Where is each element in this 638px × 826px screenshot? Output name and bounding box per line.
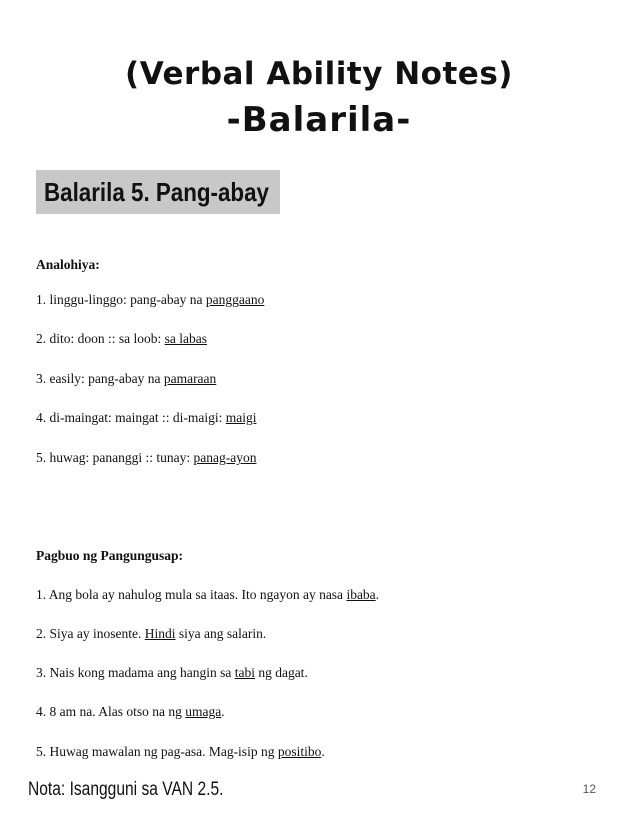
item-text: 3. easily: pang-abay na — [36, 371, 164, 386]
item-text-after: . — [221, 704, 225, 719]
item-answer: tabi — [234, 665, 255, 680]
section-heading-box — [36, 170, 280, 214]
item-answer: Hindi — [144, 626, 176, 641]
pagbuo-item — [36, 626, 266, 642]
item-answer: panggaano — [205, 292, 265, 307]
pagbuo-label: Pagbuo ng Pangungusap: — [36, 548, 184, 563]
item-answer: panag-ayon — [193, 450, 257, 465]
item-text: 2. Siya ay inosente. — [36, 626, 145, 641]
item-text: 4. di-maingat: maingat :: di-maigi: — [36, 410, 226, 425]
section-heading: Balarila 5. Pang-abay — [44, 176, 269, 207]
item-answer: pamaraan — [163, 371, 217, 386]
analohiya-item — [36, 410, 256, 426]
pagbuo-item — [36, 744, 325, 760]
page-subtitle: -Balarila- — [226, 100, 412, 140]
item-text-after: . — [375, 587, 380, 602]
item-answer: sa labas — [164, 331, 207, 346]
item-answer: umaga — [185, 704, 222, 719]
item-answer: positibo — [277, 744, 322, 759]
item-text: 2. dito: doon :: sa loob: — [36, 331, 165, 346]
item-text: 1. linggu-linggo: pang-abay na — [36, 292, 206, 307]
item-answer: maigi — [225, 410, 257, 425]
item-answer: ibaba — [346, 587, 376, 602]
page-title: (Verbal Ability Notes) — [125, 56, 513, 92]
pagbuo-item — [36, 704, 225, 720]
item-text: 5. Huwag mawalan ng pag-asa. Mag-isip ng — [36, 744, 278, 759]
analohiya-item — [36, 331, 207, 347]
item-text: 4. 8 am na. Alas otso na ng — [36, 704, 186, 719]
item-text-after: . — [321, 744, 325, 759]
pagbuo-item — [36, 587, 379, 603]
analohiya-item — [36, 292, 264, 308]
item-text: 3. Nais kong madama ang hangin sa — [36, 665, 235, 680]
analohiya-item — [36, 371, 216, 387]
item-text: 5. huwag: pananggi :: tunay: — [36, 450, 194, 465]
item-text-after: siya ang salarin. — [175, 626, 267, 641]
footer-note: Nota: Isangguni sa VAN 2.5. — [28, 779, 224, 800]
item-text-after: ng dagat. — [254, 665, 308, 680]
pagbuo-item — [36, 665, 308, 681]
analohiya-item — [36, 450, 256, 466]
page-number: 12 — [582, 782, 596, 796]
analohiya-label: Analohiya: — [36, 257, 100, 272]
item-text: 1. Ang bola ay nahulog mula sa itaas. Ito ngayon ay nasa — [36, 587, 347, 602]
